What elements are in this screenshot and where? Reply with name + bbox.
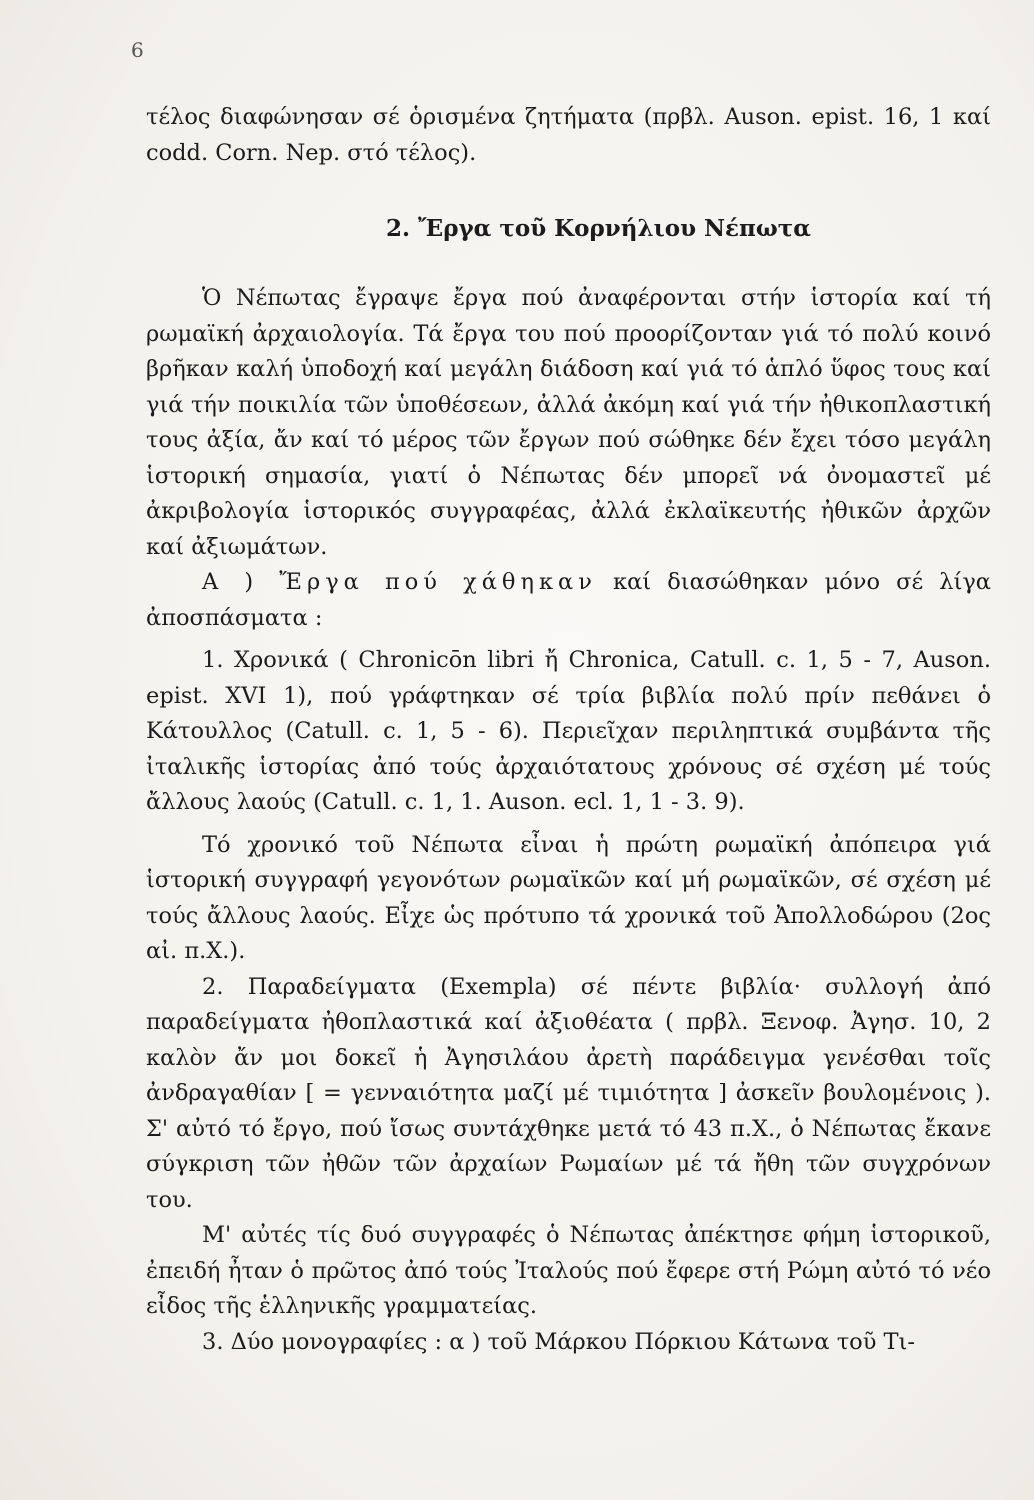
text-body	[146, 100, 991, 1360]
paragraph-chronicle: Τό χρονικό τοῦ Νέπωτα εἶναι ἡ πρώτη ρωμαϊκή ἀπόπειρα γιά ἱστορική συγγραφή γεγονότων ρωμαϊκῶν καί μή ρωμαϊκῶν, σέ σχέση μέ τούς ἄλλους λαούς. Εἶχε ὡς πρότυπο τά χρονικά τοῦ Ἀπολλοδώρου (2ος αἰ. π.Χ.).	[146, 831, 991, 964]
section-a-label: Α ) Ἔργα πού χάθηκαν	[202, 569, 597, 595]
page-number: 6	[131, 38, 144, 62]
intro-paragraph: τέλος διαφώνησαν σέ ὁρισμένα ζητήματα (πρβλ. Auson. epist. 16, 1 καί codd. Corn. Nep. στό τέλος).	[146, 104, 991, 166]
paragraph-fame: Μ' αὐτές τίς δυό συγγραφές ὁ Νέπωτας ἀπέκτησε φήμη ἱστορικοῦ, ἐπειδή ἦταν ὁ πρῶτος ἀπό τούς Ἰταλούς πού ἔφερε στή Ρώμη αὐτό τό νέο εἶδος τῆς ἑλληνικῆς γραμματείας.	[146, 1222, 991, 1319]
section-a-rest: καί διασώθηκαν μόνο σέ λίγα ἀποσπάσματα :	[146, 569, 991, 631]
section-heading: 2. Ἔργα τοῦ Κορνήλιου Νέπωτα	[386, 215, 811, 242]
item-exempla: 2. Παραδείγματα (Exempla) σέ πέντε βιβλία· συλλογή ἀπό παραδείγματα ἠθοπλαστικά καί ἀξιοθέατα ( πρβλ. Ξενοφ. Ἀγησ. 10, 2 καλὸν ἄν μοι δοκεῖ ἡ Ἀγησιλάου ἀρετὴ παράδειγμα γενέσθαι τοῖς ἀνδραγαθίαν [ = γενναιότητα μαζί μέ τιμιότητα ] ἀσκεῖν βουλομένοις ). Σ' αὐτό τό ἔργο, πού ἴσως συντάχθηκε μετά τό 43 π.Χ., ὁ Νέπωτας ἔκανε σύγκριση τῶν ἠθῶν τῶν ἀρχαίων Ρωμαίων μέ τά ἤθη τῶν συγχρόνων του.	[146, 973, 991, 1213]
section-a-heading	[146, 565, 991, 636]
paragraph-nepos-works: Ὁ Νέπωτας ἔγραψε ἔργα πού ἀναφέρονται στήν ἱστορία καί τή ρωμαϊκή ἀρχαιολογία. Τά ἔργα του πού προορίζονταν γιά τό πολύ κοινό βρῆκαν καλή ὑποδοχή καί μεγάλη διάδοση καί γιά τό ἁπλό ὕφος τους καί γιά τήν ποικιλία τῶν ὑποθέσεων, ἀλλά ἀκόμη καί γιά τήν ἠθικοπλαστική τους ἀξία, ἄν καί τό μέρος τῶν ἔργων πού σώθηκε δέν ἔχει τόσο μεγάλη ἱστορική σημασία, γιατί ὁ Νέπωτας δέν μπορεῖ νά ὀνομαστεῖ μέ ἀκριβολογία ἱστορικός συγγραφέας, ἀλλά ἐκλαϊκευτής ἠθικῶν ἀρχῶν καί ἀξιωμάτων.	[146, 285, 991, 560]
item-chronica: 1. Χρονικά ( Chronicōn libri ἤ Chronica, Catull. c. 1, 5 - 7, Auson. epist. XVI 1), πού γράφτηκαν σέ τρία βιβλία πολύ πρίν πεθάνει ὁ Κάτουλλος (Catull. c. 1, 5 - 6). Περιεῖχαν περιληπτικά συμβάντα τῆς ἰταλικῆς ἱστορίας ἀπό τούς ἀρχαιότατους χρόνους σέ σχέση μέ τούς ἄλλους λαούς (Catull. c. 1, 1. Auson. ecl. 1, 1 - 3. 9).	[146, 647, 991, 815]
spacer	[146, 821, 991, 828]
spacer	[146, 636, 991, 643]
item-monographs: 3. Δύο μονογραφίες : α ) τοῦ Μάρκου Πόρκιου Κάτωνα τοῦ Τι-	[202, 1328, 915, 1355]
